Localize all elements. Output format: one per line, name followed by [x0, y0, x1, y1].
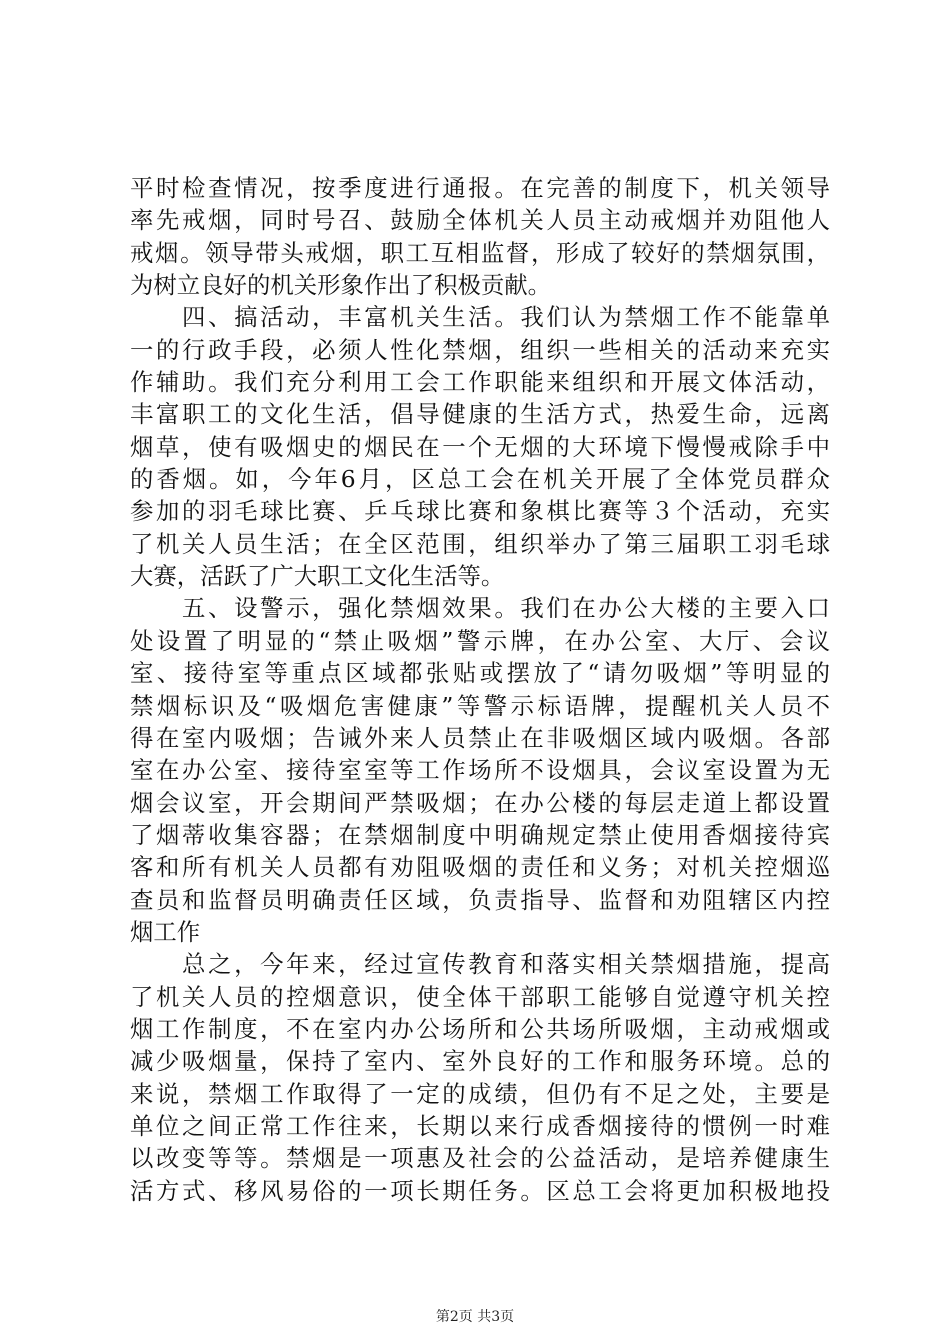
- text-line: 处设置了明显的“禁止吸烟”警示牌，在办公室、大厅、会议: [130, 626, 830, 655]
- body-text: [130, 172, 830, 1207]
- page-footer: 第2页 共3页: [435, 1309, 515, 1325]
- text-line: 室、接待室等重点区域都张贴或摆放了“请勿吸烟”等明显的: [130, 659, 830, 688]
- text-line: 四、搞活动，丰富机关生活。我们认为禁烟工作不能靠单: [130, 303, 830, 332]
- text-line: 五、设警示，强化禁烟效果。我们在办公大楼的主要入口: [130, 594, 830, 623]
- text-line: 参加的羽毛球比赛、乒乓球比赛和象棋比赛等３个活动，充实: [130, 497, 830, 526]
- text-line: 总之，今年来，经过宣传教育和落实相关禁烟措施，提高: [130, 950, 830, 979]
- text-line: 室在办公室、接待室室等工作场所不设烟具，会议室设置为无: [130, 756, 830, 785]
- text-line: 以改变等等。禁烟是一项惠及社会的公益活动，是培养健康生: [130, 1144, 830, 1173]
- text-line: 禁烟标识及“吸烟危害健康”等警示标语牌，提醒机关人员不: [130, 691, 830, 720]
- text-line: 来说，禁烟工作取得了一定的成绩，但仍有不足之处，主要是: [130, 1079, 830, 1108]
- text-line: 为树立良好的机关形象作出了积极贡献。: [130, 271, 552, 300]
- text-line: 了机关人员生活；在全区范围，组织举办了第三届职工羽毛球: [130, 529, 830, 558]
- text-line: 大赛，活跃了广大职工文化生活等。: [130, 562, 505, 591]
- text-line: 得在室内吸烟；告诫外来人员禁止在非吸烟区域内吸烟。各部: [130, 723, 830, 752]
- text-line: 率先戒烟，同时号召、鼓励全体机关人员主动戒烟并劝阻他人: [130, 206, 830, 235]
- text-line: 一的行政手段，必须人性化禁烟，组织一些相关的活动来充实: [130, 335, 830, 364]
- text-line: 了烟蒂收集容器；在禁烟制度中明确规定禁止使用香烟接待宾: [130, 820, 830, 849]
- text-line: 烟工作: [130, 917, 201, 946]
- text-line: 查员和监督员明确责任区域，负责指导、监督和劝阻辖区内控: [130, 885, 830, 914]
- text-line: 烟工作制度，不在室内办公场所和公共场所吸烟，主动戒烟或: [130, 1014, 830, 1043]
- text-line: 单位之间正常工作往来，长期以来行成香烟接待的惯例一时难: [130, 1111, 830, 1140]
- text-line: 作辅助。我们充分利用工会工作职能来组织和开展文体活动，: [130, 368, 830, 397]
- text-line: 的香烟。如，今年6月，区总工会在机关开展了全体党员群众: [130, 465, 830, 494]
- text-line: 戒烟。领导带头戒烟，职工互相监督，形成了较好的禁烟氛围，: [130, 238, 830, 267]
- text-line: 减少吸烟量，保持了室内、室外良好的工作和服务环境。总的: [130, 1047, 830, 1076]
- text-line: 烟草，使有吸烟史的烟民在一个无烟的大环境下慢慢戒除手中: [130, 432, 830, 461]
- text-line: 平时检查情况，按季度进行通报。在完善的制度下，机关领导: [130, 174, 830, 202]
- text-line: 活方式、移风易俗的一项长期任务。区总工会将更加积极地投: [130, 1176, 830, 1205]
- text-line: 烟会议室，开会期间严禁吸烟；在办公楼的每层走道上都设置: [130, 788, 830, 817]
- text-line: 客和所有机关人员都有劝阻吸烟的责任和义务；对机关控烟巡: [130, 853, 830, 882]
- text-line: 丰富职工的文化生活，倡导健康的生活方式，热爱生命，远离: [130, 400, 830, 429]
- text-line: 了机关人员的控烟意识，使全体干部职工能够自觉遵守机关控: [130, 982, 830, 1011]
